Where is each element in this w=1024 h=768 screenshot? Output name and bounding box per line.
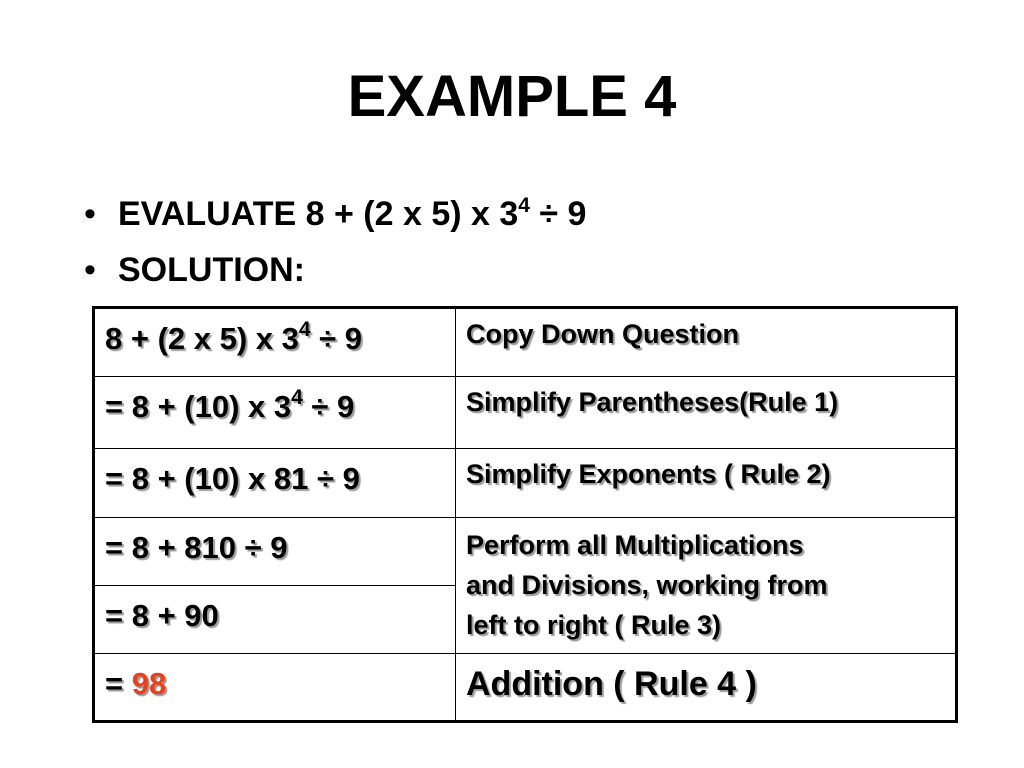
slide-title: EXAMPLE 4 bbox=[347, 64, 677, 129]
description-line: and Divisions, working from bbox=[466, 570, 828, 600]
step-description: Simplify Parentheses(Rule 1) bbox=[456, 377, 957, 449]
step-description: Simplify Exponents ( Rule 2) bbox=[456, 449, 957, 518]
expression-text: 8 + (2 x 5) x 3 bbox=[105, 321, 299, 356]
step-expression: = 8 + 810 ÷ 9 bbox=[94, 518, 456, 586]
bullet-solution bbox=[84, 242, 586, 298]
table-row bbox=[94, 449, 957, 518]
step-description bbox=[456, 518, 957, 654]
step-expression bbox=[94, 377, 456, 449]
evaluate-exponent: 4 bbox=[518, 194, 530, 217]
step-expression: = 8 + (10) x 81 ÷ 9 bbox=[94, 449, 456, 518]
description-line: Perform all Multiplications bbox=[466, 530, 804, 560]
step-expression: = 8 + 90 bbox=[94, 586, 456, 654]
step-expression bbox=[94, 654, 456, 722]
bullet-icon: • bbox=[84, 195, 96, 233]
step-expression bbox=[94, 308, 456, 377]
bullet-icon: • bbox=[84, 251, 96, 289]
expression-suffix: ÷ 9 bbox=[310, 321, 363, 356]
expression-exponent: 4 bbox=[291, 386, 303, 409]
table-row bbox=[94, 308, 957, 377]
evaluate-suffix: ÷ 9 bbox=[529, 195, 587, 233]
bullet-evaluate bbox=[84, 186, 586, 242]
table-row bbox=[94, 518, 957, 586]
expression-exponent: 4 bbox=[298, 318, 311, 341]
table-row bbox=[94, 654, 957, 722]
expression-text: = bbox=[105, 666, 132, 701]
table-row bbox=[94, 377, 957, 449]
final-answer: 98 bbox=[131, 666, 167, 701]
step-description: Copy Down Question bbox=[456, 308, 957, 377]
evaluate-text: EVALUATE 8 + (2 x 5) x 3 bbox=[118, 195, 519, 233]
expression-suffix: ÷ 9 bbox=[302, 389, 355, 424]
expression-text: = 8 + (10) x 3 bbox=[105, 389, 292, 424]
solution-steps-table bbox=[92, 306, 958, 723]
description-line: left to right ( Rule 3) bbox=[466, 610, 721, 640]
step-description: Addition ( Rule 4 ) bbox=[456, 654, 957, 722]
solution-text: SOLUTION: bbox=[118, 251, 305, 289]
bullet-list bbox=[84, 186, 586, 298]
